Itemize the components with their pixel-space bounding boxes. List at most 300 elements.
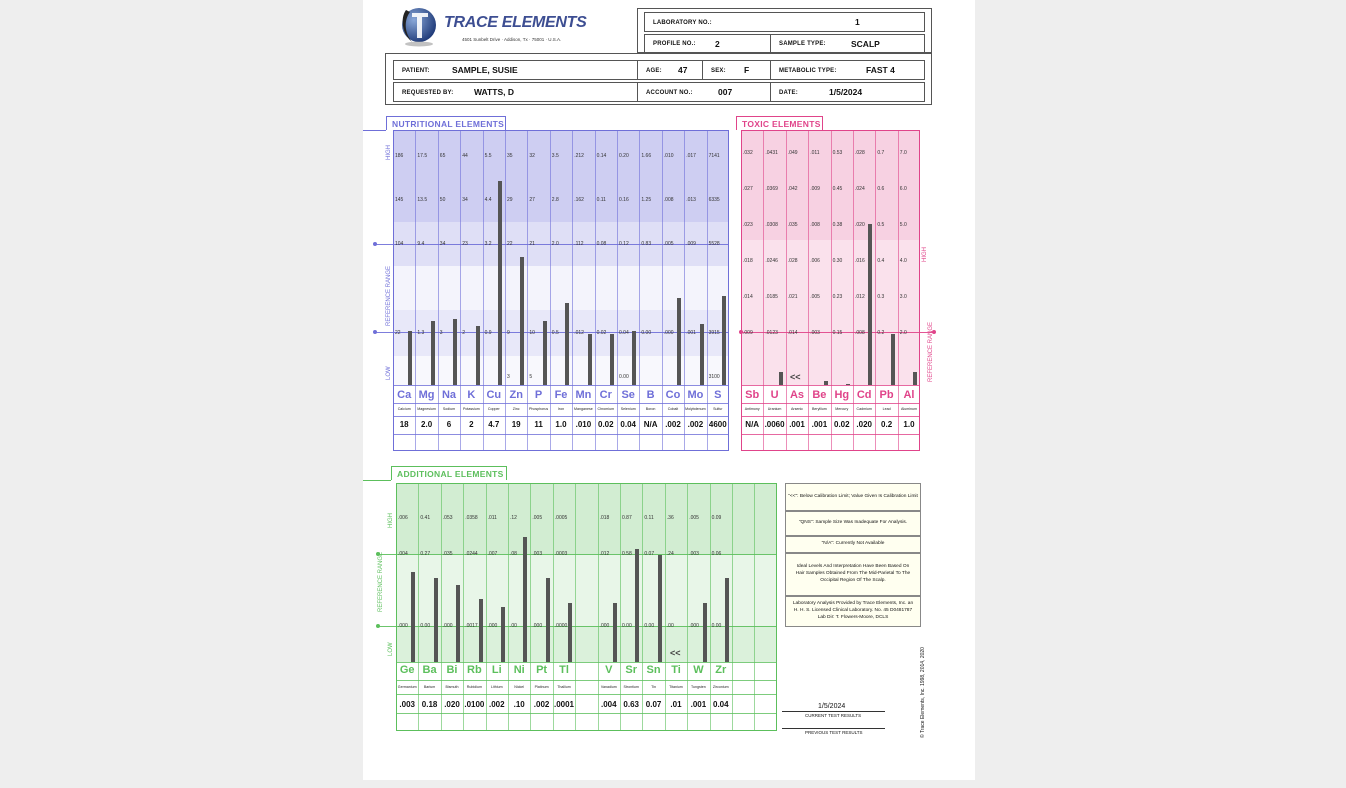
globe-logo-icon xyxy=(398,4,438,48)
toxic-tick-label: .023 xyxy=(743,222,753,228)
toxic-col-line xyxy=(831,130,832,451)
account-no-value: 007 xyxy=(718,87,733,97)
nutritional-tick-label: 6335 xyxy=(708,197,720,203)
nutritional-col-line xyxy=(595,130,596,451)
note-lab-info: Laboratory Analysis Provided by Trace Elements, Inc. an H. H. S. Licensed Clinical Laboratory. No. 45 D0481787 Lab Dir: T. Flowers-Moore, DCLS xyxy=(785,596,921,627)
additional-tick-label: 0.06 xyxy=(711,551,722,557)
additional-tick-label: 0.00 xyxy=(622,623,632,629)
age-box xyxy=(637,60,703,80)
nutritional-symbol-se: Se xyxy=(621,389,635,401)
additional-name: Vanadium xyxy=(600,685,617,689)
nutritional-tick-label: 1.66 xyxy=(641,153,652,159)
lab-no-value: 1 xyxy=(855,17,860,27)
nutritional-result: 11 xyxy=(534,420,543,429)
additional-symbol-ba: Ba xyxy=(422,664,437,676)
nutritional-tick-label: .017 xyxy=(686,153,696,159)
toxic-tick-label: 4.0 xyxy=(899,258,907,264)
toxic-symbol-hg: Hg xyxy=(834,389,850,401)
nutritional-name: Boron xyxy=(645,407,656,411)
lab-no-label: LABORATORY NO.: xyxy=(653,20,712,26)
nutritional-tick-label: 4.4 xyxy=(484,197,492,203)
nutritional-bar-cr xyxy=(610,334,614,385)
additional-col-line xyxy=(463,483,464,731)
toxic-tick-label: 0.30 xyxy=(832,258,843,264)
additional-tick-label: 0.00 xyxy=(711,623,722,629)
toxic-tick-label: 3.0 xyxy=(899,294,907,300)
additional-tick-label: .000 xyxy=(599,623,610,629)
nutritional-result: 19 xyxy=(511,420,521,429)
nutritional-bar-k xyxy=(476,326,480,385)
nutritional-col-line xyxy=(617,130,618,451)
brand-address: 4501 Sunbelt Drive · Addison, Tx · 75001 · U.S.A. xyxy=(462,37,562,42)
toxic-tick-label: 0.6 xyxy=(877,186,885,192)
profile-no-box xyxy=(644,34,771,53)
nutritional-tick-label: 3.5 xyxy=(551,153,559,159)
nutritional-symbol-k: K xyxy=(467,389,476,401)
toxic-col-line xyxy=(853,130,854,451)
current-test-label: CURRENT TEST RESULTS xyxy=(805,713,862,718)
toxic-tick-label: .011 xyxy=(810,150,820,156)
nutritional-ref-dot-0 xyxy=(373,242,377,246)
nutritional-result: .002 xyxy=(665,420,681,429)
toxic-bar-u xyxy=(779,372,783,385)
toxic-result: 1.0 xyxy=(903,420,915,429)
additional-tick-label: .000 xyxy=(689,623,699,629)
additional-bar-sn xyxy=(658,555,662,662)
additional-result: .002 xyxy=(489,700,505,709)
requested-by-box xyxy=(393,82,638,102)
requested-by-value: WATTS, D xyxy=(474,87,514,97)
previous-test-label: PREVIOUS TEST RESULTS xyxy=(805,730,863,735)
tox-lt-as: << xyxy=(790,372,801,382)
additional-col-line xyxy=(620,483,621,731)
sex-box xyxy=(702,60,771,80)
toxic-col-line xyxy=(763,130,764,451)
toxic-tick-label: .035 xyxy=(787,222,798,228)
additional-col-line xyxy=(553,483,554,731)
additional-tick-label: .006 xyxy=(398,515,408,521)
additional-tick-label: .0358 xyxy=(465,515,478,521)
additional-result: 0.18 xyxy=(421,700,438,709)
additional-symbol-ge: Ge xyxy=(399,664,415,676)
additional-tick-label: 0.11 xyxy=(644,515,654,521)
nutritional-side-label-0: HIGH xyxy=(386,145,392,160)
toxic-tick-label: .018 xyxy=(743,258,753,264)
current-test-line xyxy=(782,711,885,712)
toxic-bar-al xyxy=(913,372,917,385)
toxic-tick-label: .0246 xyxy=(765,258,778,264)
date-box xyxy=(770,82,925,102)
additional-bar-ba xyxy=(434,578,438,662)
additional-name: Lithium xyxy=(490,685,503,689)
nutritional-side-label-2: LOW xyxy=(386,366,392,380)
nutritional-tick-label: .162 xyxy=(574,197,584,203)
additional-bar-v xyxy=(613,603,617,662)
nutritional-tick-label: 1.3 xyxy=(417,330,425,336)
toxic-result: 0.2 xyxy=(881,420,893,429)
additional-result: .002 xyxy=(533,700,550,709)
nutritional-symbol-fe: Fe xyxy=(554,389,568,401)
nutritional-name: Phosphorus xyxy=(528,407,549,411)
nutritional-bar-cu xyxy=(498,181,502,385)
nutritional-tick-label: 0.00 xyxy=(619,374,629,380)
additional-side-label-0: HIGH xyxy=(388,513,394,528)
nutritional-col-line xyxy=(527,130,528,451)
toxic-tick-label: .0123 xyxy=(765,330,778,336)
age-value: 47 xyxy=(678,65,688,75)
nutritional-result: 1.0 xyxy=(555,420,567,429)
additional-symbol-rb: Rb xyxy=(467,664,482,676)
copyright: © Trace Elements, Inc. 1998, 2014, 2020 xyxy=(920,647,926,738)
additional-tick-label: .012 xyxy=(599,551,610,557)
additional-tick-label: .007 xyxy=(487,551,498,557)
toxic-tick-label: 0.23 xyxy=(832,294,843,300)
nutritional-tick-label: 35 xyxy=(507,153,513,159)
account-no-box xyxy=(637,82,771,102)
nutritional-tick-label: 7141 xyxy=(708,153,720,159)
age-label: AGE: xyxy=(646,68,662,74)
additional-tick-label: .0017 xyxy=(465,623,478,629)
brand-name: TRACE ELEMENTS xyxy=(444,14,587,31)
nutritional-bar-mn xyxy=(588,334,592,385)
nutritional-name: Magnesium xyxy=(417,407,436,411)
nutritional-result: 4.7 xyxy=(488,420,500,429)
nutritional-symbol-zn: Zn xyxy=(509,389,523,401)
nutritional-col-line xyxy=(460,130,461,451)
additional-col-line xyxy=(710,483,711,731)
nutritional-name: Copper xyxy=(487,407,500,411)
additional-tick-label: .0003 xyxy=(554,551,568,557)
toxic-result: 0.02 xyxy=(834,420,850,429)
nutritional-tick-label: 5 xyxy=(529,374,533,380)
additional-tick-label: .000 xyxy=(442,623,453,629)
nutritional-col-line xyxy=(550,130,551,451)
nutritional-result: .002 xyxy=(687,420,704,429)
nutritional-col-line xyxy=(415,130,416,451)
additional-name: Zirconium xyxy=(712,685,729,689)
nutritional-tick-label: 3.2 xyxy=(484,241,492,247)
additional-result: .001 xyxy=(690,700,707,709)
nutritional-name: Zinc xyxy=(512,407,520,411)
additional-bar-w xyxy=(703,603,707,662)
nutritional-col-line xyxy=(438,130,439,451)
additional-tick-label: .00 xyxy=(510,623,517,629)
additional-tick-label: .12 xyxy=(510,515,517,521)
toxic-tick-label: .0185 xyxy=(765,294,778,300)
toxic-tick-label: .008 xyxy=(855,330,865,336)
metabolic-type-box xyxy=(770,60,925,80)
toxic-name: Beryllium xyxy=(811,407,827,411)
nutritional-frame xyxy=(393,130,729,451)
nutritional-tick-label: 27 xyxy=(529,197,535,203)
additional-title: ADDITIONAL ELEMENTS xyxy=(397,469,504,479)
nutritional-tick-label: 2 xyxy=(462,330,465,336)
nutritional-result: .010 xyxy=(575,420,592,429)
additional-tick-label: .035 xyxy=(442,551,453,557)
toxic-tick-label: .003 xyxy=(810,330,820,336)
additional-col-line xyxy=(732,483,733,731)
additional-result: .004 xyxy=(601,700,617,709)
additional-result: 0.04 xyxy=(713,700,729,709)
nutritional-tick-label: 22 xyxy=(507,241,513,247)
additional-symbol-li: Li xyxy=(491,664,502,676)
additional-result: .0100 xyxy=(464,700,485,709)
additional-col-line xyxy=(575,483,576,731)
date-label: DATE: xyxy=(779,90,798,96)
toxic-tick-label: 0.4 xyxy=(877,258,885,264)
nutritional-symbol-p: P xyxy=(534,389,543,401)
date-value: 1/5/2024 xyxy=(829,87,863,97)
additional-tick-label: 0.09 xyxy=(711,515,722,521)
sex-label: SEX: xyxy=(711,68,726,74)
nutritional-tick-label: 3 xyxy=(507,374,510,380)
toxic-tick-label: .021 xyxy=(787,294,798,300)
nutritional-tick-label: 186 xyxy=(395,153,404,159)
additional-bar-zr xyxy=(725,578,729,662)
nutritional-result: 0.04 xyxy=(620,420,636,429)
nutritional-col-line xyxy=(572,130,573,451)
nutritional-title-rule xyxy=(363,130,386,131)
requested-by-label: REQUESTED BY: xyxy=(402,90,454,96)
additional-bar-rb xyxy=(479,599,483,662)
nutritional-bar-se xyxy=(632,331,636,385)
additional-col-line xyxy=(530,483,531,731)
nutritional-name: Molybdenum xyxy=(685,407,706,411)
toxic-result: .001 xyxy=(811,420,828,429)
nutritional-title: NUTRITIONAL ELEMENTS xyxy=(392,119,505,129)
additional-result: 0.63 xyxy=(623,700,639,709)
additional-symbol-v: V xyxy=(605,664,613,676)
toxic-tick-label: .0308 xyxy=(765,222,778,228)
additional-bar-ni xyxy=(523,537,527,662)
nutritional-result: 2 xyxy=(469,420,474,429)
additional-symbol-ti: Ti xyxy=(671,664,681,676)
nutritional-tick-label: 29 xyxy=(507,197,513,203)
toxic-tick-label: 6.0 xyxy=(899,186,907,192)
additional-col-line xyxy=(754,483,755,731)
toxic-symbol-as: As xyxy=(789,389,805,401)
toxic-tick-label: .014 xyxy=(787,330,798,336)
nutritional-tick-label: 3 xyxy=(439,330,443,336)
nutritional-tick-label: 34 xyxy=(439,241,446,247)
additional-result: .01 xyxy=(670,700,682,709)
nutritional-name: Manganese xyxy=(573,407,593,411)
nutritional-tick-label: 145 xyxy=(395,197,404,203)
nutritional-tick-label: 22 xyxy=(395,330,401,336)
additional-ref-dot-1 xyxy=(376,624,380,628)
additional-bar-pt xyxy=(546,578,550,662)
nutritional-tick-label: 0.83 xyxy=(641,241,652,247)
nutritional-name: Cobalt xyxy=(667,407,679,411)
additional-bar-sr xyxy=(635,549,639,662)
nutritional-tick-label: 0.04 xyxy=(619,330,629,336)
nutritional-tick-label: 0.20 xyxy=(619,153,629,159)
trace-elements-logo xyxy=(398,4,438,48)
nutritional-result: 18 xyxy=(399,420,409,429)
toxic-col-line xyxy=(808,130,809,451)
toxic-tick-label: 0.7 xyxy=(877,150,885,156)
toxic-tick-label: .009 xyxy=(810,186,820,192)
note-qns: "QNS": Sample Size Was Inadequate For Analysis. xyxy=(785,511,921,536)
additional-name: Germanium xyxy=(397,685,417,689)
additional-tick-label: .018 xyxy=(599,515,610,521)
additional-col-line xyxy=(441,483,442,731)
additional-bar-li xyxy=(501,607,505,662)
toxic-tick-label: .008 xyxy=(810,222,820,228)
nutritional-tick-label: 23 xyxy=(462,241,468,247)
toxic-side-label-0: HIGH xyxy=(922,247,928,262)
nutritional-name: Sulfur xyxy=(713,407,723,411)
patient-box xyxy=(393,60,638,80)
additional-symbol-pt: Pt xyxy=(536,664,548,676)
nutritional-tick-label: .009 xyxy=(686,241,696,247)
toxic-name: Aluminum xyxy=(901,407,917,411)
additional-name: Titanium xyxy=(669,685,683,689)
nutritional-col-line xyxy=(639,130,640,451)
additional-side-label-2: LOW xyxy=(388,642,394,656)
nutritional-name: Sodium xyxy=(442,407,456,411)
toxic-name: Antimony xyxy=(744,407,760,411)
toxic-tick-label: .028 xyxy=(787,258,798,264)
additional-tick-label: .004 xyxy=(398,551,408,557)
nutritional-tick-label: 2.0 xyxy=(551,241,559,247)
additional-bar-bi xyxy=(456,585,460,662)
additional-name: Nickel xyxy=(514,685,525,689)
additional-symbol-tl: Tl xyxy=(559,664,569,676)
toxic-tick-label: 0.53 xyxy=(832,150,843,156)
nutritional-bar-na xyxy=(453,319,457,385)
additional-name: Rubidium xyxy=(466,685,482,689)
nutritional-bar-mo xyxy=(700,324,704,385)
toxic-symbol-u: U xyxy=(770,389,779,401)
lab-no-box xyxy=(644,12,925,32)
sex-value: F xyxy=(744,65,750,75)
additional-tick-label: .0244 xyxy=(465,551,478,557)
metabolic-type-value: FAST 4 xyxy=(866,65,895,75)
nutritional-tick-label: 0.5 xyxy=(551,330,559,336)
additional-tick-label: .24 xyxy=(666,551,674,557)
profile-no-value: 2 xyxy=(715,39,720,49)
previous-test-line xyxy=(782,728,885,729)
additional-name: Platinum xyxy=(534,685,549,689)
toxic-tick-label: .006 xyxy=(810,258,820,264)
nutritional-tick-label: 17.5 xyxy=(417,153,428,159)
nutritional-name: Calcium xyxy=(397,407,411,411)
toxic-result: .0060 xyxy=(764,420,785,429)
additional-tick-label: .000 xyxy=(532,623,543,629)
additional-tick-label: .08 xyxy=(510,551,517,557)
patient-value: SAMPLE, SUSIE xyxy=(452,65,518,75)
nutritional-symbol-cu: Cu xyxy=(486,389,502,401)
additional-tick-label: .003 xyxy=(532,551,543,557)
additional-col-line xyxy=(418,483,419,731)
nutritional-tick-label: 21 xyxy=(529,241,535,247)
nutritional-tick-label: 0.9 xyxy=(484,330,492,336)
additional-tick-label: 0.58 xyxy=(622,551,632,557)
account-no-label: ACCOUNT NO.: xyxy=(646,90,693,96)
toxic-symbol-sb: Sb xyxy=(745,389,760,401)
nutritional-bar-s xyxy=(722,296,726,385)
nutritional-result: 4600 xyxy=(708,420,727,429)
toxic-bar-cd xyxy=(868,224,872,385)
additional-name: Bismuth xyxy=(445,685,459,689)
nutritional-symbol-s: S xyxy=(714,389,722,401)
additional-tick-label: .053 xyxy=(442,515,453,521)
nutritional-tick-label: 0.08 xyxy=(596,241,607,247)
toxic-tick-label: .027 xyxy=(743,186,753,192)
toxic-tick-label: 0.2 xyxy=(877,330,885,336)
nutritional-tick-label: 104 xyxy=(395,241,404,247)
nutritional-tick-label: 34 xyxy=(462,197,468,203)
nutritional-tick-label: 1.25 xyxy=(641,197,652,203)
nutritional-tick-label: 0.02 xyxy=(596,330,607,336)
nutritional-col-line xyxy=(684,130,685,451)
toxic-tick-label: 7.0 xyxy=(899,150,907,156)
toxic-result: .020 xyxy=(856,420,872,429)
toxic-tick-label: .049 xyxy=(787,150,798,156)
toxic-tick-label: .028 xyxy=(855,150,865,156)
additional-tick-label: .0000 xyxy=(554,623,568,629)
additional-name: Thallium xyxy=(557,685,571,689)
toxic-name: Mercury xyxy=(835,407,849,411)
nutritional-name: Selenium xyxy=(620,407,636,411)
additional-name: Tungsten xyxy=(690,685,706,689)
toxic-tick-label: .009 xyxy=(743,330,753,336)
additional-name: Barium xyxy=(423,685,436,689)
nutritional-symbol-mn: Mn xyxy=(575,389,592,401)
toxic-symbol-be: Be xyxy=(812,389,827,401)
nutritional-tick-label: 44 xyxy=(462,153,468,159)
nutritional-tick-label: 3915 xyxy=(708,330,720,336)
nutritional-col-line xyxy=(662,130,663,451)
nutritional-tick-label: 0.11 xyxy=(596,197,606,203)
additional-col-line xyxy=(665,483,666,731)
toxic-name: Uranium xyxy=(767,407,782,411)
additional-bar-tl xyxy=(568,603,572,662)
nutritional-tick-label: .010 xyxy=(663,153,674,159)
additional-bar-ge xyxy=(411,572,415,662)
additional-tick-label: .011 xyxy=(487,515,497,521)
nutritional-tick-label: 13.5 xyxy=(417,197,428,203)
nutritional-bar-p xyxy=(543,321,547,385)
nutritional-result: 6 xyxy=(446,420,452,429)
nutritional-tick-label: 3100 xyxy=(708,374,720,380)
sample-type-box xyxy=(770,34,925,53)
toxic-col-line xyxy=(875,130,876,451)
nutritional-ref-dot-1 xyxy=(373,330,377,334)
toxic-bar-pb xyxy=(891,334,895,385)
nutritional-col-line xyxy=(483,130,484,451)
additional-col-line xyxy=(598,483,599,731)
additional-symbol-sn: Sn xyxy=(646,664,661,676)
toxic-tick-label: 0.45 xyxy=(832,186,843,192)
toxic-name: Arsenic xyxy=(791,407,803,411)
additional-symbol-bi: Bi xyxy=(446,664,458,676)
toxic-col-line xyxy=(898,130,899,451)
toxic-name: Cadmium xyxy=(856,407,872,411)
additional-tick-label: .005 xyxy=(689,515,699,521)
sample-type-value: SCALP xyxy=(851,39,880,49)
additional-result: .020 xyxy=(444,700,460,709)
additional-name: Strontium xyxy=(623,685,639,689)
nutritional-result: 2.0 xyxy=(421,420,433,429)
nutritional-symbol-mg: Mg xyxy=(418,389,435,401)
additional-tick-label: .003 xyxy=(689,551,699,557)
nutritional-bar-co xyxy=(677,298,681,385)
additional-tick-label: 0.41 xyxy=(420,515,431,521)
toxic-tick-label: .014 xyxy=(743,294,753,300)
toxic-symbol-cd: Cd xyxy=(856,389,872,401)
